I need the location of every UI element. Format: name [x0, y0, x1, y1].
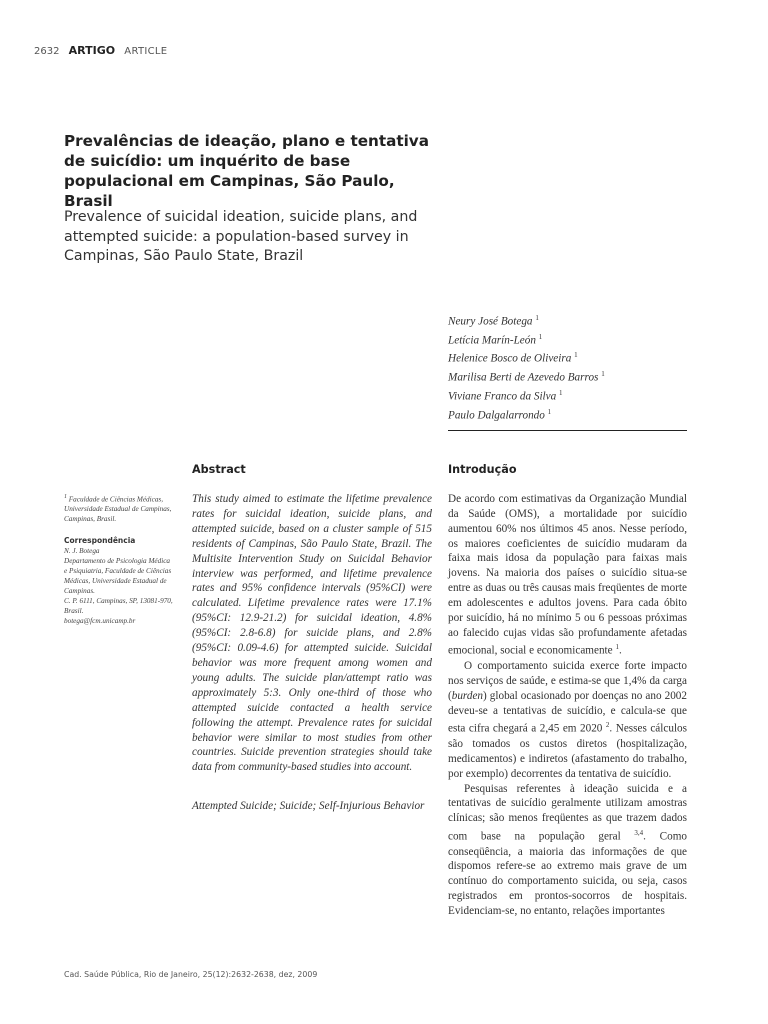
- intro-paragraph: [448, 782, 687, 919]
- abstract-body: This study aimed to estimate the lifetime prevalence rates for suicidal ideation, suicide plans, and attempted suicide, based on a cluster sample of 515 residents of Campinas, São Paulo State, Brazil. The Multisite Intervention Study on Suicidal Behavior interview was performed, and lifetime prevalence rates and 95% confidence intervals (95%CI) were calculated. Lifetime prevalence rates were 17.1% (95%CI: 12.9-21.2) for suicidal ideation, 4.8% (95%CI: 2.8-6.8) for suicide plans, and 2.8% (95%CI: 0.09-4.6) for attempted suicide. Suicidal behavior was more frequent among women and young adults. The suicide plan/attempt ratio was approximately 5:3. Only one-third of those who attempted suicide contacted a health service following the attempt. Prevalence rates for suicidal behavior were similar to most studies from other countries. Suicide prevention strategies should take data from community-based studies into account.: [192, 493, 432, 774]
- intro-p2-text-b: ) global ocasionado por doenças no ano 2002 deveu-se a tentativas de suicídio, e calcula-se que esta cifra chegará a 2,45 em 2020: [448, 689, 687, 736]
- correspondence-label: Correspondência: [64, 536, 136, 546]
- introduction-heading: Introdução: [448, 463, 517, 476]
- author-list: [448, 311, 605, 423]
- intro-p2-burden: burden: [451, 689, 484, 702]
- correspondence-address: C. P. 6111, Campinas, SP, 13081-970, Brasil.: [64, 597, 173, 616]
- author-affiliation-mark: 1: [559, 388, 563, 397]
- abstract-heading: Abstract: [192, 463, 246, 476]
- author-affiliation-mark: 1: [535, 314, 539, 322]
- author-name: Marilisa Berti de Azevedo Barros: [448, 371, 599, 384]
- author-name: Paulo Dalgalarrondo: [448, 409, 545, 422]
- correspondence-department: Departamento de Psicologia Médica e Psiquiatria, Faculdade de Ciências Médicas, Universidade Estadual de Campinas.: [64, 557, 172, 596]
- author-item: [448, 367, 605, 386]
- intro-p1-text: De acordo com estimativas da Organização Mundial da Saúde (OMS), a mortalidade por suicídio aumentou 60% nos últimos 45 anos. Nesse período, os maiores coeficientes de suicídio mudaram da faixa mais idosa da população para faixas mais jovens. Na maioria dos países o suicídio situa-se entre as duas ou três causas mais freqüentes de morte em adolescentes e adultos jovens. Para cada óbito por suicídio, há no mínimo 5 ou 6 pessoas próximas ao falecido cujas vidas são profundamente afetadas emocional, social e economicamente: [448, 493, 687, 658]
- affiliation-sidebar: [64, 492, 174, 626]
- reference-mark: 1: [615, 643, 619, 652]
- correspondence-name: N. J. Botega: [64, 547, 100, 556]
- author-affiliation-mark: 1: [574, 351, 578, 360]
- affiliation-text: Faculdade de Ciências Médicas, Universidade Estadual de Campinas, Campinas, Brasil.: [64, 495, 172, 524]
- author-name: Letícia Marín-León: [448, 334, 536, 347]
- reference-mark: 2: [605, 721, 610, 730]
- reference-mark: 3,4: [634, 829, 644, 838]
- keywords: Attempted Suicide; Suicide; Self-Injurious Behavior: [192, 800, 425, 812]
- intro-paragraph: De acordo com estimativas da Organização Mundial da Saúde (OMS), a mortalidade por suicídio aumentou 60% nos últimos 45 anos. Nesse período, os maiores coeficientes de suicídio mudaram da faixa mais idosa da população para faixas mais jovens. Na maioria dos países o suicídio situa-se entre as duas ou três causas mais freqüentes de morte em adolescentes e adultos jovens. Para cada óbito por suicídio, há no mínimo 5 ou 6 pessoas próximas ao falecido cujas vidas são profundamente afetadas emocional, social e economicamente $^1$.: [448, 493, 687, 658]
- section-label-en: ARTICLE: [124, 46, 168, 57]
- title-english: Prevalence of suicidal ideation, suicide plans, and attempted suicide: a population-based survey in Campinas, São Paulo State, Brazil: [64, 209, 418, 264]
- correspondence-email: botega@fcm.unicamp.br: [64, 617, 136, 626]
- intro-p3-text-b: . Como conseqüência, a maioria das informações de que dispomos refere-se ao extremo mais grave de um contínuo do comportamento suicida, ou seja, casos registrados em prontos-socorros de hospitais. Evidenciam-se, no entanto, relações importantes: [448, 830, 687, 917]
- intro-p2-text-c: . Nesses cálculos são tomados os custos diretos (hospitalização, medicamentos) e indiretos (afastamento do trabalho, por exemplo) decorrentes da tentativa de suicídio.: [448, 723, 687, 780]
- author-item: [448, 348, 605, 367]
- section-label-pt: ARTIGO: [68, 44, 116, 57]
- intro-paragraph: [448, 659, 687, 781]
- author-affiliation-mark: 1: [547, 407, 552, 416]
- author-name: Viviane Franco da Silva: [448, 390, 557, 403]
- author-item: [448, 330, 605, 349]
- author-name: Neury José Botega: [448, 315, 533, 328]
- section-divider: [448, 430, 687, 431]
- author-name: Helenice Bosco de Oliveira: [448, 353, 572, 366]
- author-item: [448, 405, 605, 424]
- affiliation-mark: 1: [64, 494, 67, 500]
- footer-citation: Cad. Saúde Pública, Rio de Janeiro, 25(12):2632-2638, dez, 2009: [64, 970, 318, 979]
- author-item: [448, 311, 605, 330]
- title-portuguese: Prevalências de ideação, plano e tentativa de suicídio: um inquérito de base populacional em Campinas, São Paulo, Brasil: [64, 132, 429, 210]
- affiliation-note: [64, 492, 174, 524]
- running-header: [34, 44, 167, 57]
- author-item: [448, 386, 605, 405]
- author-affiliation-mark: 1: [538, 332, 543, 341]
- introduction-body: [448, 492, 687, 919]
- intro-p3-text-a: Pesquisas referentes à ideação suicida e a tentativas de suicídio geralmente utilizam amostras clínicas; são menos freqüentes as que trazem dados com base na população geral: [448, 782, 687, 843]
- intro-p2-text-a: O comportamento suicida exerce forte impacto nos serviços de saúde, e estima-se que 1,4% da carga (: [448, 660, 687, 702]
- page-number: 2632: [34, 46, 60, 57]
- author-affiliation-mark: 1: [601, 370, 605, 379]
